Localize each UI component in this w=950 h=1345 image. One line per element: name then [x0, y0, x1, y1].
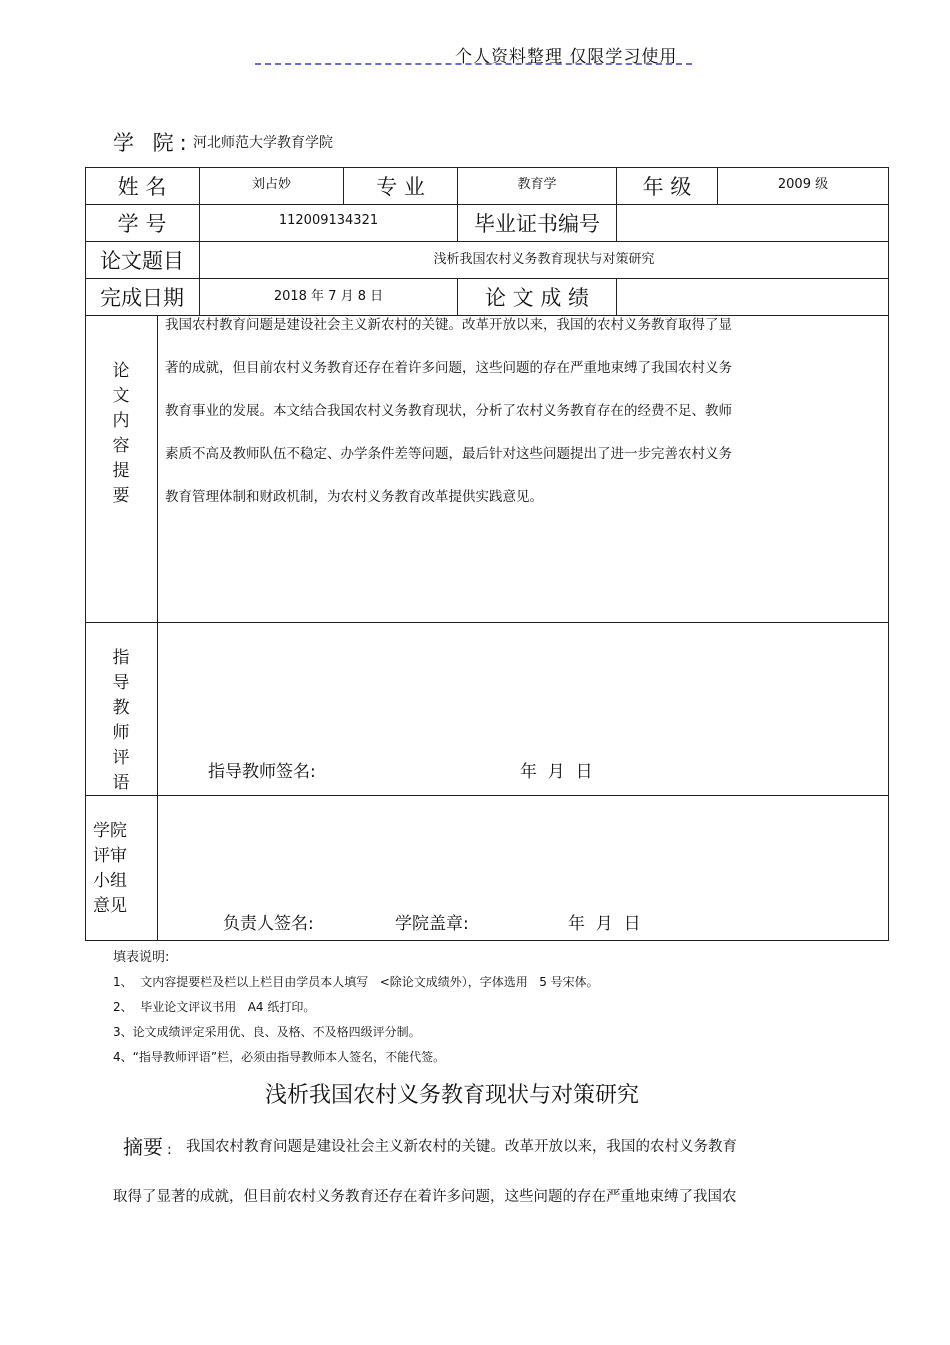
completion-date-value[interactable]: 2018 年 7 月 8 日: [273, 288, 384, 304]
advisor-signature-label: 指导教师签名:: [208, 762, 316, 782]
major-value[interactable]: 教育学: [517, 176, 557, 192]
panel-date-label: 年 月 日: [568, 914, 641, 934]
certificate-number-value[interactable]: [617, 204, 888, 241]
header-note: 个人资料整理 仅限学习使用: [455, 47, 678, 67]
student-id-label: 学 号: [117, 211, 167, 236]
panel-opinion-field[interactable]: [158, 796, 888, 906]
summary-line: 教育管理体制和财政机制，为农村义务教育改革提供实践意见。: [165, 489, 543, 505]
note-item: 3、论文成绩评定采用优、良、及格、不及格四级评分制。: [113, 1025, 421, 1039]
name-label: 姓 名: [117, 174, 167, 199]
abstract-label: 摘要 :: [123, 1135, 172, 1159]
major-label: 专 业: [376, 174, 425, 199]
grade-value[interactable]: 2009 级: [777, 176, 829, 192]
name-value[interactable]: 刘占妙: [251, 176, 291, 192]
panel-opinion-label: 学院 评审 小组 意见: [93, 821, 127, 916]
certificate-number-label: 毕业证书编号: [474, 211, 600, 236]
thesis-score-label: 论 文 成 绩: [484, 285, 590, 310]
completion-date-label: 完成日期: [100, 285, 184, 310]
thesis-score-value[interactable]: [617, 278, 888, 315]
header-divider: [255, 63, 692, 65]
college-seal-label: 学院盖章:: [395, 914, 469, 934]
note-item: 4、“指导教师评语”栏，必须由指导教师本人签名，不能代签。: [113, 1050, 446, 1064]
note-item: 2、 毕业论文评议书用 A4 纸打印。: [113, 1000, 316, 1014]
grade-label: 年 级: [642, 174, 692, 199]
college-label: 学 院:: [113, 131, 193, 155]
note-item: 1、 文内容提要栏及栏以上栏目由学员本人填写 <除论文成绩外），字体选用 5 号宋体。: [113, 975, 599, 989]
responsible-signature-label: 负责人签名:: [223, 914, 314, 934]
article-title: 浅析我国农村义务教育现状与对策研究: [264, 1083, 639, 1108]
advisor-comment-field[interactable]: [158, 623, 888, 795]
thesis-title-label: 论文题目: [100, 248, 184, 273]
thesis-evaluation-form: [85, 167, 889, 941]
thesis-title-value[interactable]: 浅析我国农村义务教育现状与对策研究: [433, 251, 655, 267]
college-value: 河北师范大学教育学院: [193, 135, 333, 151]
summary-label: 论 文 内 容 提 要: [112, 361, 130, 506]
advisor-date-label: 年 月 日: [520, 762, 593, 782]
student-id-value[interactable]: 112009134321: [278, 213, 379, 228]
notes-title: 填表说明:: [113, 950, 170, 965]
summary-line: 著的成就，但目前农村义务教育还存在着许多问题，这些问题的存在严重地束缚了我国农村义务: [165, 360, 732, 376]
abstract-line: 我国农村教育问题是建设社会主义新农村的关键。改革开放以来，我国的农村义务教育: [186, 1139, 737, 1155]
summary-text: [165, 318, 805, 505]
summary-line: 我国农村教育问题是建设社会主义新农村的关键。改革开放以来，我国的农村义务教育取得了显: [165, 317, 732, 333]
abstract-line: 取得了显著的成就，但目前农村义务教育还存在着许多问题，这些问题的存在严重地束缚了我国农: [113, 1189, 737, 1205]
advisor-comment-label: 指 导 教 师 评 语: [112, 648, 130, 793]
summary-line: 教育事业的发展。本文结合我国农村义务教育现状，分析了农村义务教育存在的经费不足、教师: [165, 403, 732, 419]
summary-line: 素质不高及教师队伍不稳定、办学条件差等问题，最后针对这些问题提出了进一步完善农村义务: [165, 446, 732, 462]
